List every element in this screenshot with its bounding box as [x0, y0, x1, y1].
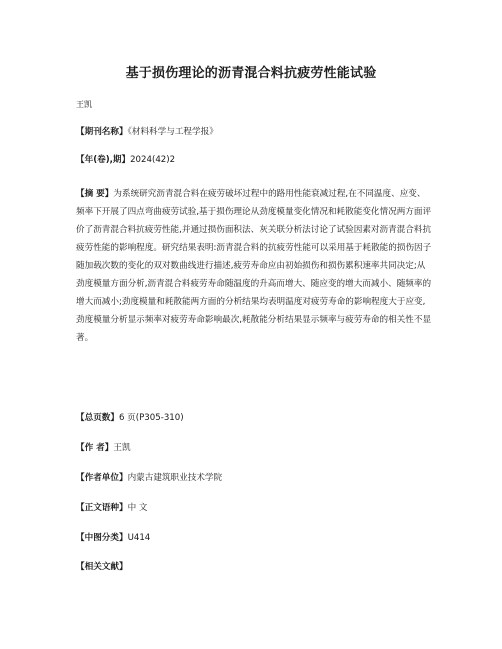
issue-label: 【年(卷),期】 [76, 155, 131, 165]
affiliation-field [76, 472, 222, 485]
journal-value: 《材料科学与工程学报》 [127, 127, 218, 137]
classification-value: U414 [127, 533, 151, 543]
author-field-value: 王凯 [113, 443, 131, 453]
abstract-text: 为系统研究沥青混合料在疲劳破坏过程中的路用性能衰减过程,在不同温度、应变、频率下开展了四点弯曲疲劳试验,基于损伤理论从劲度模量变化情况和耗散能变化情况两方面评价了沥青混合料抗疲劳性能,并通过损伤面积法、灰关联分析法讨论了试验因素对沥青混合料抗疲劳性能的影响程度。研究结果表明:沥青混合料的抗疲劳性能可以采用基于耗散能的损伤因子随加载次数的变化的双对数曲线进行描述,疲劳寿命应由初始损伤和损伤累积速率共同决定;从劲度模量方面分析,沥青混合料疲劳寿命随温度的升高而增大、随应变的增大而减小、随频率的增大而减小;劲度模量和耗散能两方面的分析结果均表明温度对疲劳寿命的影响程度大于应变,劲度模量分析显示频率对疲劳寿命影响最次,耗散能分析结果显示频率与疲劳寿命的相关性不显著。 [76, 189, 432, 343]
abstract-label: 【摘 要】 [76, 189, 114, 199]
document-title: 基于损伤理论的沥青混合料抗疲劳性能试验 [125, 66, 377, 81]
author-field [76, 442, 131, 455]
abstract-field [76, 185, 432, 347]
classification-field [76, 532, 150, 545]
language-field [76, 502, 148, 515]
affiliation-label: 【作者单位】 [76, 473, 128, 483]
related-field [76, 561, 128, 574]
author-field-label: 【作 者】 [76, 443, 114, 453]
pages-label: 【总页数】 [76, 413, 119, 423]
pages-field [76, 412, 184, 425]
issue-value: 2024(42)2 [130, 155, 176, 165]
affiliation-value: 内蒙古建筑职业技术学院 [127, 473, 223, 483]
journal-field [76, 126, 218, 139]
author-line: 王凯 [76, 100, 92, 109]
related-label: 【相关文献】 [76, 562, 128, 572]
language-value: 中 文 [127, 503, 148, 513]
pages-value: 6 页(P305-310) [118, 413, 184, 423]
issue-field [76, 154, 175, 167]
classification-label: 【中图分类】 [76, 533, 128, 543]
language-label: 【正文语种】 [76, 503, 128, 513]
journal-label: 【期刊名称】 [76, 127, 128, 137]
